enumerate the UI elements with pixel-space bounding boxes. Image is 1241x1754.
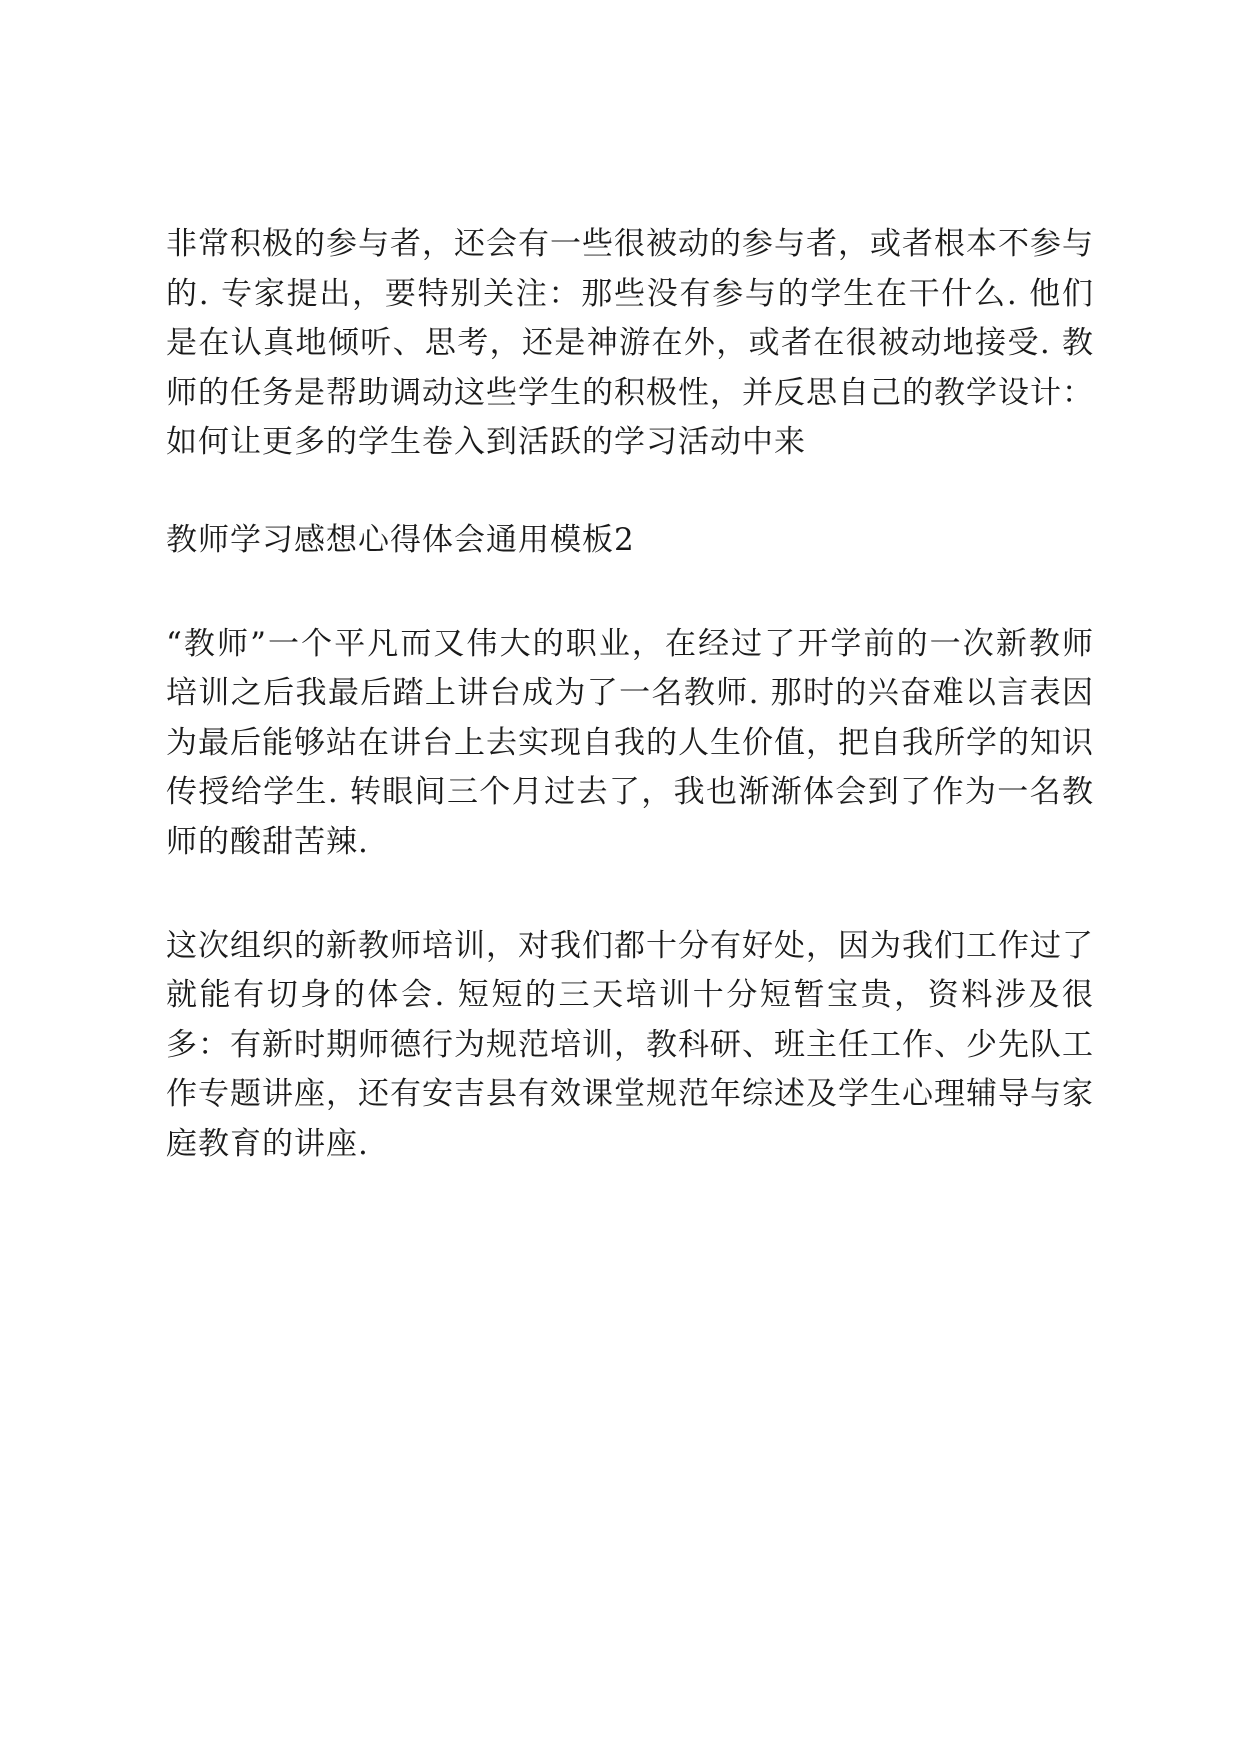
- paragraph-1: 非常积极的参与者，还会有一些很被动的参与者，或者根本不参与的. 专家提出，要特别关注：那些没有参与的学生在干什么. 他们是在认真地倾听、思考，还是神游在外，或者在很被动地接受. 教师的任务是帮助调动这些学生的积极性，并反思自己的教学设计：如何让更多的学生卷入到活跃的学习活动中来: [166, 226, 1094, 461]
- section-heading: 教师学习感想心得体会通用模板2: [166, 521, 635, 558]
- paragraph-3: 这次组织的新教师培训，对我们都十分有好处，因为我们工作过了就能有切身的体会. 短短的三天培训十分短暂宝贵，资料涉及很多：有新时期师德行为规范培训，教科研、班主任工作、少先队工作专题讲座，还有安吉县有效课堂规范年综述及学生心理辅导与家庭教育的讲座.: [166, 927, 1094, 1162]
- paragraph-2: “教师”一个平凡而又伟大的职业，在经过了开学前的一次新教师培训之后我最后踏上讲台成为了一名教师. 那时的兴奋难以言表因为最后能够站在讲台上去实现自我的人生价值，把自我所学的知识传授给学生. 转眼间三个月过去了，我也渐渐体会到了作为一名教师的酸甜苦辣.: [166, 625, 1094, 860]
- document-body: [166, 220, 1094, 1170]
